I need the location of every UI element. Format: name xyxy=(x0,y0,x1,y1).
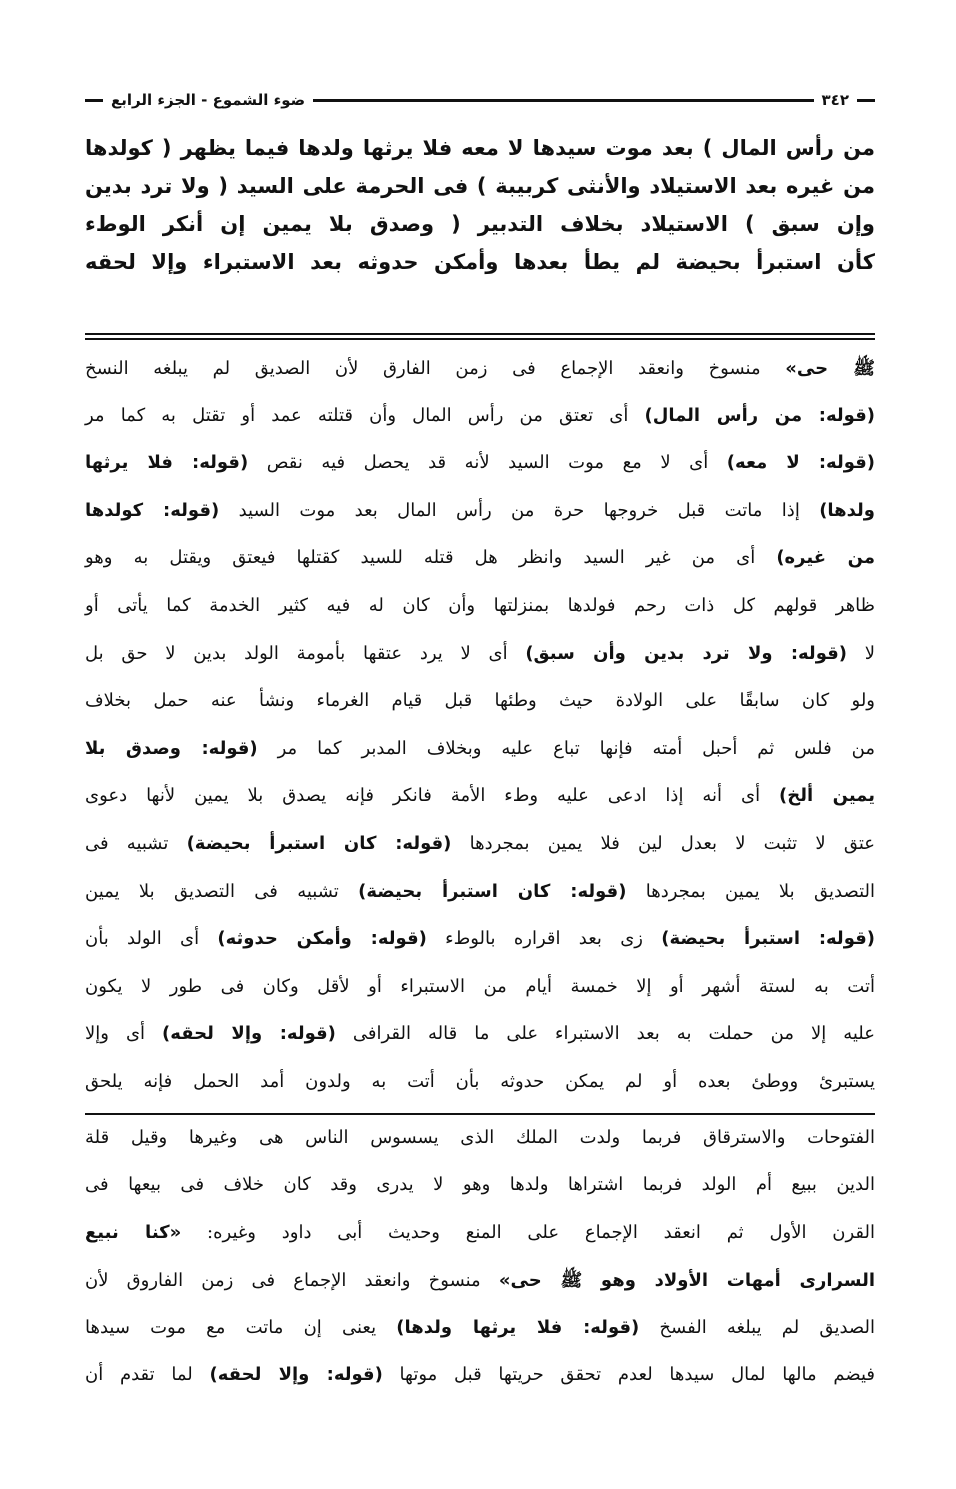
text-segment: أى وإلا xyxy=(85,1023,163,1045)
text-segment: منسوخ وانعقد الإجماع فى زمن الفاروق لأن xyxy=(85,1270,499,1292)
main-line xyxy=(85,212,875,236)
bold-quote: (قوله: وإلا لحقه) xyxy=(162,1023,336,1045)
bold-quote: (قوله: وأمكن حدوثه) xyxy=(217,928,427,950)
text-segment: أى أنه إذا ادعى عليه وطء الأمة فانكر فإنه يصدق بلا يمين لأنها دعوى xyxy=(85,785,780,807)
bold-quote: (قوله: كان استبرأ بحيضة) xyxy=(186,833,452,854)
bold-quote: (قوله: ولا ترد بدين وأن سبق) xyxy=(525,642,847,664)
page-header xyxy=(85,88,875,112)
footnote-line xyxy=(85,1222,875,1243)
text-segment: لا xyxy=(847,642,875,664)
bold-quote: وإن سبق ) الاستيلاد بخلاف التدبير ( وصدق بلا يمين إن أنكر الوطء xyxy=(85,212,875,236)
text-segment: تشبيه فى xyxy=(85,833,187,854)
commentary-line xyxy=(85,928,875,949)
commentary-line xyxy=(85,1023,875,1044)
text-segment: أى تعتق من رأس المال وأن قتلته عمد أو تقتل به كما مر xyxy=(85,404,645,426)
text-segment: أتت به لستة أشهر أو إلا خمسة أيام من الاستبراء أو لأقل وكان فى طور لا يكون xyxy=(85,975,875,997)
commentary-line xyxy=(85,833,875,854)
bold-quote: (قوله: لا معه) xyxy=(726,452,876,474)
text-segment: من فلس ثم أحبل أمته فإنها تباع عليه وبخلاف المدبر كما مر xyxy=(257,737,875,759)
text-segment: أى لا مع موت السيد لأنه قد يحصل فيه نقص xyxy=(248,452,727,474)
bold-quote: ولدها) xyxy=(819,499,875,521)
footnote-line xyxy=(85,1364,875,1385)
commentary-line xyxy=(85,785,875,806)
text-segment: التصديق بلا يمين بمجردها xyxy=(626,880,875,902)
bold-quote: كأن استبرأ بحيضة لم يطأ بعدها وأمكن حدوثه بعد الاستبراء وإلا لحقه xyxy=(85,250,875,274)
text-segment: أى لا يرد عتقها بأمومة الولد بدين لا حق بل xyxy=(85,642,526,664)
text-segment: يستبرئ ووطئ بعده أو لم يمكن حدوثه بأن أتت به ولدون أمد الحمل فإنه يلحق xyxy=(85,1071,875,1092)
text-segment: يعنى إن ماتت مع موت سيدها xyxy=(85,1316,397,1338)
text-segment: ظاهر قولهم كل ذات رحم فولدها بمنزلتها وأن كان له فيه كثير الخدمة كما يأتى أو xyxy=(85,595,875,616)
text-segment: إذا ماتت قبل خروجها حرة من رأس المال بعد موت السيد xyxy=(219,499,820,521)
bold-quote: من غيره بعد الاستيلاد والأنثى كربيبة ) فى الحرمة على السيد ( ولا ترد بدين xyxy=(85,174,875,198)
footnote-divider xyxy=(85,1113,875,1115)
commentary-line xyxy=(85,547,875,568)
header-dash xyxy=(857,99,875,102)
text-segment: عليه إلا من حملت به بعد الاستبراء على ما قاله القرافى xyxy=(335,1023,875,1045)
text-segment: أى الولد بأن xyxy=(85,928,218,950)
main-line xyxy=(85,250,875,274)
header-rule xyxy=(313,99,813,102)
commentary-line xyxy=(85,500,875,521)
text-segment: زى بعد اقراره بالوطء xyxy=(426,928,662,950)
bold-quote: (قوله: من رأس المال) xyxy=(644,404,875,426)
running-title: ضوء الشموع - الجزء الرابع xyxy=(111,91,306,109)
bold-quote: (قوله: وصدق بلا xyxy=(85,737,258,759)
text-segment: تشبيه فى التصديق بلا يمين xyxy=(85,880,359,902)
bold-quote: (قوله: فلا يرثها xyxy=(85,452,249,474)
commentary-line xyxy=(85,357,875,383)
text-segment: الدين ببيع أم الولد فربما اشتراها ولدها وهو لا يدرى وقد كان خلاف فى بيعها فى xyxy=(85,1174,875,1196)
double-rule-divider xyxy=(85,333,875,340)
page-number: ٣٤٢ xyxy=(821,91,849,109)
bold-quote: «كنا نبيع xyxy=(85,1221,182,1243)
footnote-line xyxy=(85,1317,875,1338)
commentary-line xyxy=(85,738,875,759)
footnote-line xyxy=(85,1127,875,1148)
text-segment: فيضم مالها لمال سيدها لعدم تحقق حريتها قبل موتها xyxy=(382,1364,876,1385)
text-segment: منسوخ وانعقد الإجماع فى زمن الفارق لأن الصديق لم يبلغه النسخ xyxy=(85,358,786,379)
commentary-line xyxy=(85,405,875,426)
text-segment: لما تقدم أن xyxy=(85,1364,210,1385)
commentary-line xyxy=(85,690,875,711)
commentary-line xyxy=(85,881,875,902)
bold-quote: (قوله: استبرأ بحيضة) xyxy=(661,928,875,950)
bold-quote: يمين ألخ) xyxy=(779,785,875,807)
text-segment: عتق لا تثبت لا بعدل لين فلا يمين بمجردها xyxy=(451,833,876,854)
text-segment: أى من غير السيد وانظر هل قتله للسيد كقتلها فيعتق ويقتل به وهو xyxy=(85,547,777,569)
bold-quote: من غيره) xyxy=(776,547,875,569)
bold-quote: (قوله: كان استبرأ بحيضة) xyxy=(358,880,627,902)
bold-quote: (قوله: وإلا لحقه) xyxy=(209,1364,383,1385)
bold-quote: (قوله: فلا يرثها ولدها) xyxy=(396,1316,640,1338)
bold-quote: من رأس المال ) بعد موت سيدها لا معه فلا يرثها ولدها فيما يظهر ( كولدها xyxy=(85,136,875,160)
bold-quote: ﷺ حى» xyxy=(785,358,876,379)
main-line xyxy=(85,174,875,198)
main-line xyxy=(85,136,875,160)
footnote-line xyxy=(85,1174,875,1195)
header-dash xyxy=(85,99,103,102)
bold-quote: السرارى أمهات الأولاد وهو ﷺ حى» xyxy=(498,1270,876,1292)
text-segment: ولو كان سابقًا على الولادة حيث وطئها قبل قيام الغرماء ونشأ عنه حمل بخلاف xyxy=(85,690,875,712)
bold-quote: (قوله: كولدها xyxy=(85,499,220,521)
text-segment: القرن الأول ثم انعقد الإجماع على المنع وحديث أبى داود وغيره: xyxy=(181,1221,875,1243)
commentary-line xyxy=(85,595,875,616)
commentary-line xyxy=(85,643,875,664)
text-segment: الفتوحات والاسترقاق فربما ولدت الملك الذى يسسوس الناس هى وغيرها وقيل قلة xyxy=(85,1127,875,1148)
commentary-line xyxy=(85,452,875,473)
commentary-line xyxy=(85,976,875,997)
commentary-line xyxy=(85,1071,875,1092)
footnote-line xyxy=(85,1269,875,1295)
text-segment: الصديق لم يبلغه الفسخ xyxy=(639,1316,875,1338)
